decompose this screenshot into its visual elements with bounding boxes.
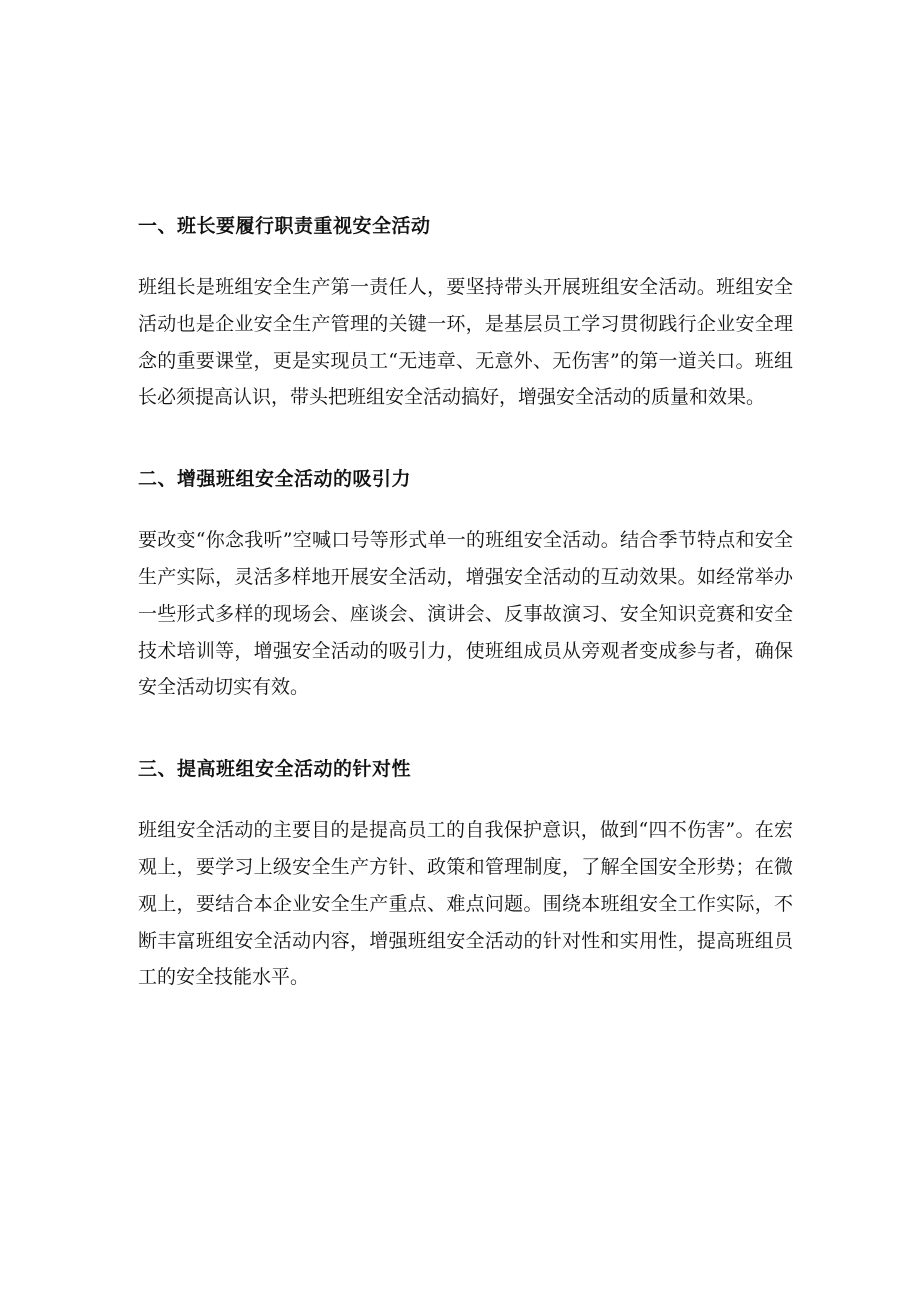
section-heading-1: 一、班长要履行职责重视安全活动 xyxy=(138,215,431,237)
section-body-3: 班组安全活动的主要目的是提高员工的自我保护意识，做到“四不伤害”。在宏观上，要学习上级安全生产方针、政策和管理制度，了解全国安全形势；在微观上，要结合本企业安全生产重点、难点问题。围绕本班组安全工作实际，不断丰富班组安全活动内容，增强班组安全活动的针对性和实用性，提高班组员工的安全技能水平。 xyxy=(138,819,793,989)
document-content xyxy=(138,207,793,1040)
section-heading-3: 三、提高班组安全活动的针对性 xyxy=(138,758,412,781)
section-heading-2: 二、增强班组安全活动的吸引力 xyxy=(138,468,412,491)
section-body-2: 要改变“你念我听”空喊口号等形式单一的班组安全活动。结合季节特点和安全生产实际，灵活多样地开展安全活动，增强安全活动的互动效果。如经常举办一些形式多样的现场会、座谈会、演讲会、反事故演习、安全知识竞赛和安全技术培训等，增强安全活动的吸引力，使班组成员从旁观者变成参与者，确保安全活动切实有效。 xyxy=(138,529,793,699)
section-body-1: 班组长是班组安全生产第一责任人，要坚持带头开展班组安全活动。班组安全活动也是企业安全生产管理的关键一环，是基层员工学习贯彻践行企业安全理念的重要课堂，更是实现员工“无违章、无意外、无伤害”的第一道关口。班组长必须提高认识，带头把班组安全活动搞好，增强安全活动的质量和效果。 xyxy=(138,276,793,409)
